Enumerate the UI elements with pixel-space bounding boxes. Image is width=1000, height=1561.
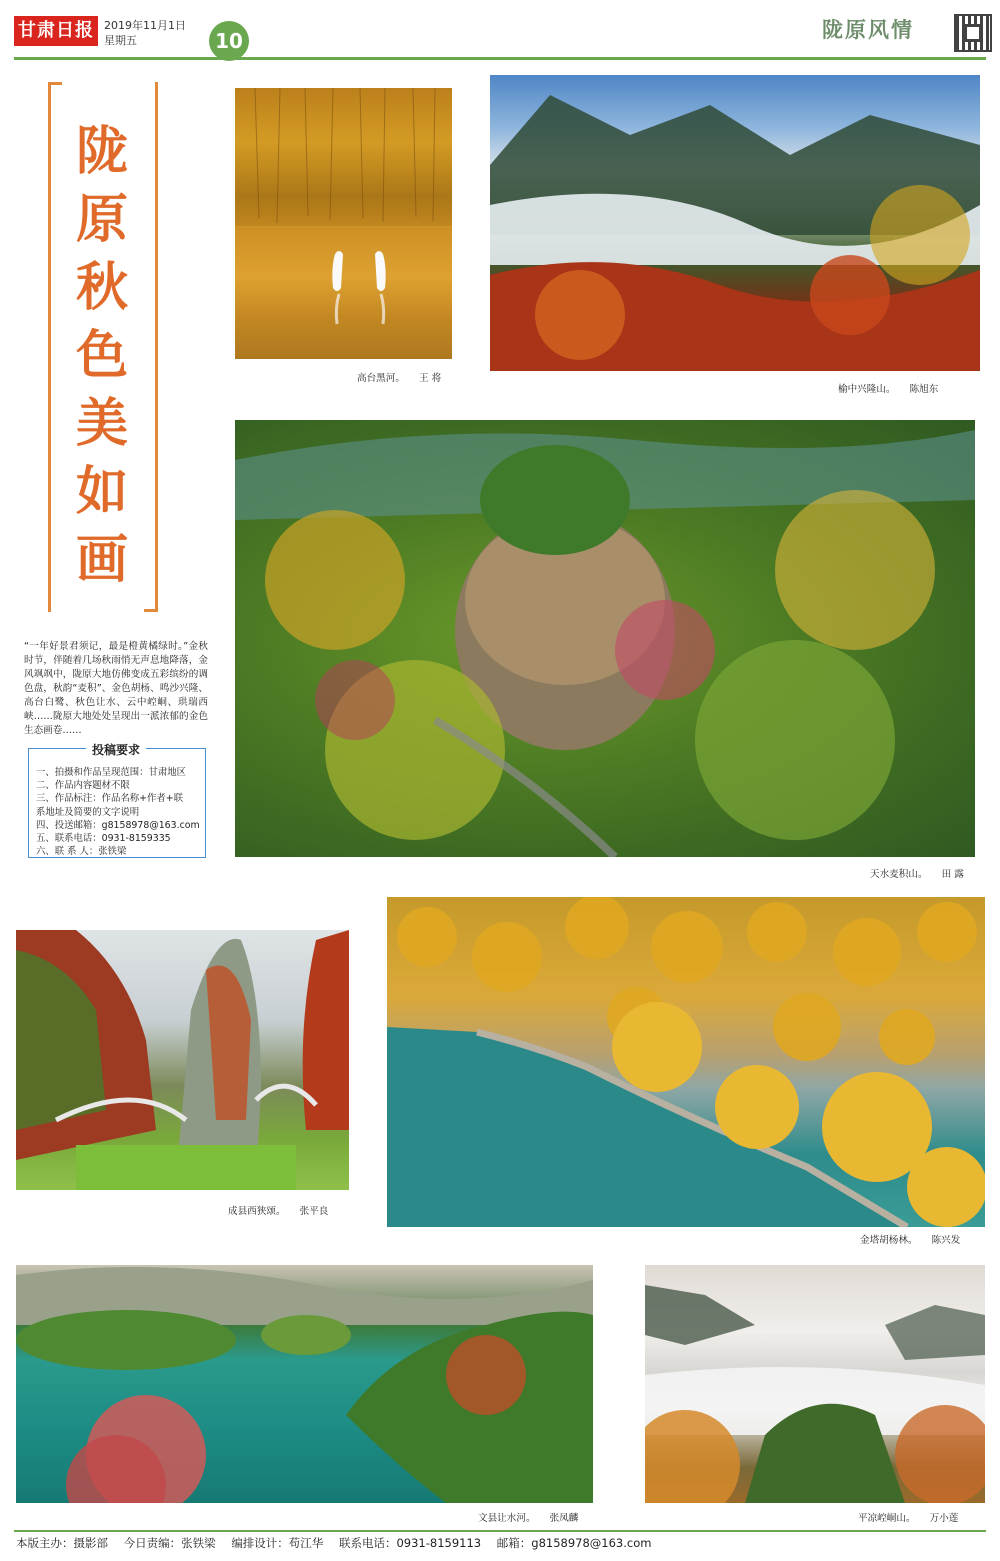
photo-gaotai-heihe <box>235 88 452 359</box>
photo-caption <box>478 1510 578 1524</box>
footer-item: 今日责编：张铁梁 <box>123 1536 216 1550</box>
photo-rangshui-river <box>16 1265 593 1503</box>
caption-author: 陈兴发 <box>931 1235 961 1246</box>
submission-item: 四、投送邮箱：g8158978@163.com <box>36 819 200 831</box>
caption-title: 天水麦积山。 <box>870 869 928 880</box>
newspaper-logo: 甘肃日报 <box>14 16 98 46</box>
photo-caption <box>838 381 938 395</box>
footer-item: 联系电话：0931-8159113 <box>338 1536 482 1550</box>
caption-title: 金塔胡杨林。 <box>860 1235 918 1246</box>
photo-kongtong-mountain <box>645 1265 985 1503</box>
submission-item: 三、作品标注：作品名称+作者+联 <box>36 793 183 805</box>
caption-author: 张凤麟 <box>549 1513 579 1524</box>
caption-title: 文县让水河。 <box>478 1513 536 1524</box>
footer-item: 邮箱：g8158978@163.com <box>496 1536 652 1550</box>
footer-item: 编排设计：苟江华 <box>231 1536 324 1550</box>
section-title: 陇原风情 <box>822 18 914 42</box>
caption-author: 田 露 <box>941 869 964 880</box>
footer-item: 本版主办：摄影部 <box>16 1536 108 1550</box>
caption-title: 成县西狭颂。 <box>228 1206 286 1217</box>
title-char: 秋 <box>75 258 128 318</box>
caption-author: 张平良 <box>299 1206 329 1217</box>
title-char: 陇 <box>75 122 128 182</box>
submission-list <box>36 766 204 858</box>
photo-caption <box>357 370 441 384</box>
feature-title <box>62 118 142 594</box>
title-char: 美 <box>75 394 128 454</box>
title-char: 如 <box>75 462 128 522</box>
submission-item: 系地址及简要的文字说明 <box>36 806 140 818</box>
photo-caption <box>228 1203 328 1217</box>
caption-title: 平凉崆峒山。 <box>858 1513 916 1524</box>
caption-title: 高台黑河。 <box>357 373 405 384</box>
title-char: 色 <box>75 326 128 386</box>
caption-title: 榆中兴隆山。 <box>838 384 896 395</box>
weekday-text: 星期五 <box>104 34 137 47</box>
issue-date <box>104 18 186 48</box>
qr-code-icon <box>954 14 992 52</box>
submission-item: 一、拍摄和作品呈现范围：甘肃地区 <box>36 767 187 778</box>
caption-author: 王 将 <box>418 373 442 384</box>
photo-caption <box>860 1232 960 1246</box>
date-text: 2019年11月1日 <box>104 19 186 32</box>
caption-author: 万小莲 <box>929 1513 959 1524</box>
caption-author: 陈旭东 <box>909 384 939 395</box>
page-number-badge: 10 <box>209 21 249 61</box>
photo-maiji-mountain <box>235 420 975 857</box>
footer-rule <box>14 1530 986 1532</box>
title-char: 画 <box>75 530 128 590</box>
header-rule <box>14 57 986 60</box>
submission-item: 五、联系电话：0931-8159335 <box>36 833 171 845</box>
submission-item: 二、作品内容题材不限 <box>36 780 130 792</box>
footer-credits <box>16 1535 663 1551</box>
photo-jinta-huyang <box>387 897 985 1227</box>
submission-item: 六、联 系 人：张铁梁 <box>36 846 127 858</box>
photo-caption <box>870 866 964 880</box>
intro-paragraph: “一年好景君须记，最是橙黄橘绿时。”金秋时节，伴随着几场秋雨悄无声息地降落，金风飒飒中，陇原大地仿佛变成五彩缤纷的调色盘，秋韵“麦积”、金色胡杨、鸣沙兴隆、高台白鹭、秋色让水、云中崆峒、珙瑞西峡……陇原大地处处呈现出一派浓郁的金色生态画卷…… <box>24 641 208 736</box>
photo-xinglong-mountain <box>490 75 980 371</box>
submission-title: 投稿要求 <box>86 741 146 758</box>
photo-xixia-gorge <box>16 930 349 1190</box>
photo-caption <box>858 1510 958 1524</box>
title-char: 原 <box>75 190 128 250</box>
